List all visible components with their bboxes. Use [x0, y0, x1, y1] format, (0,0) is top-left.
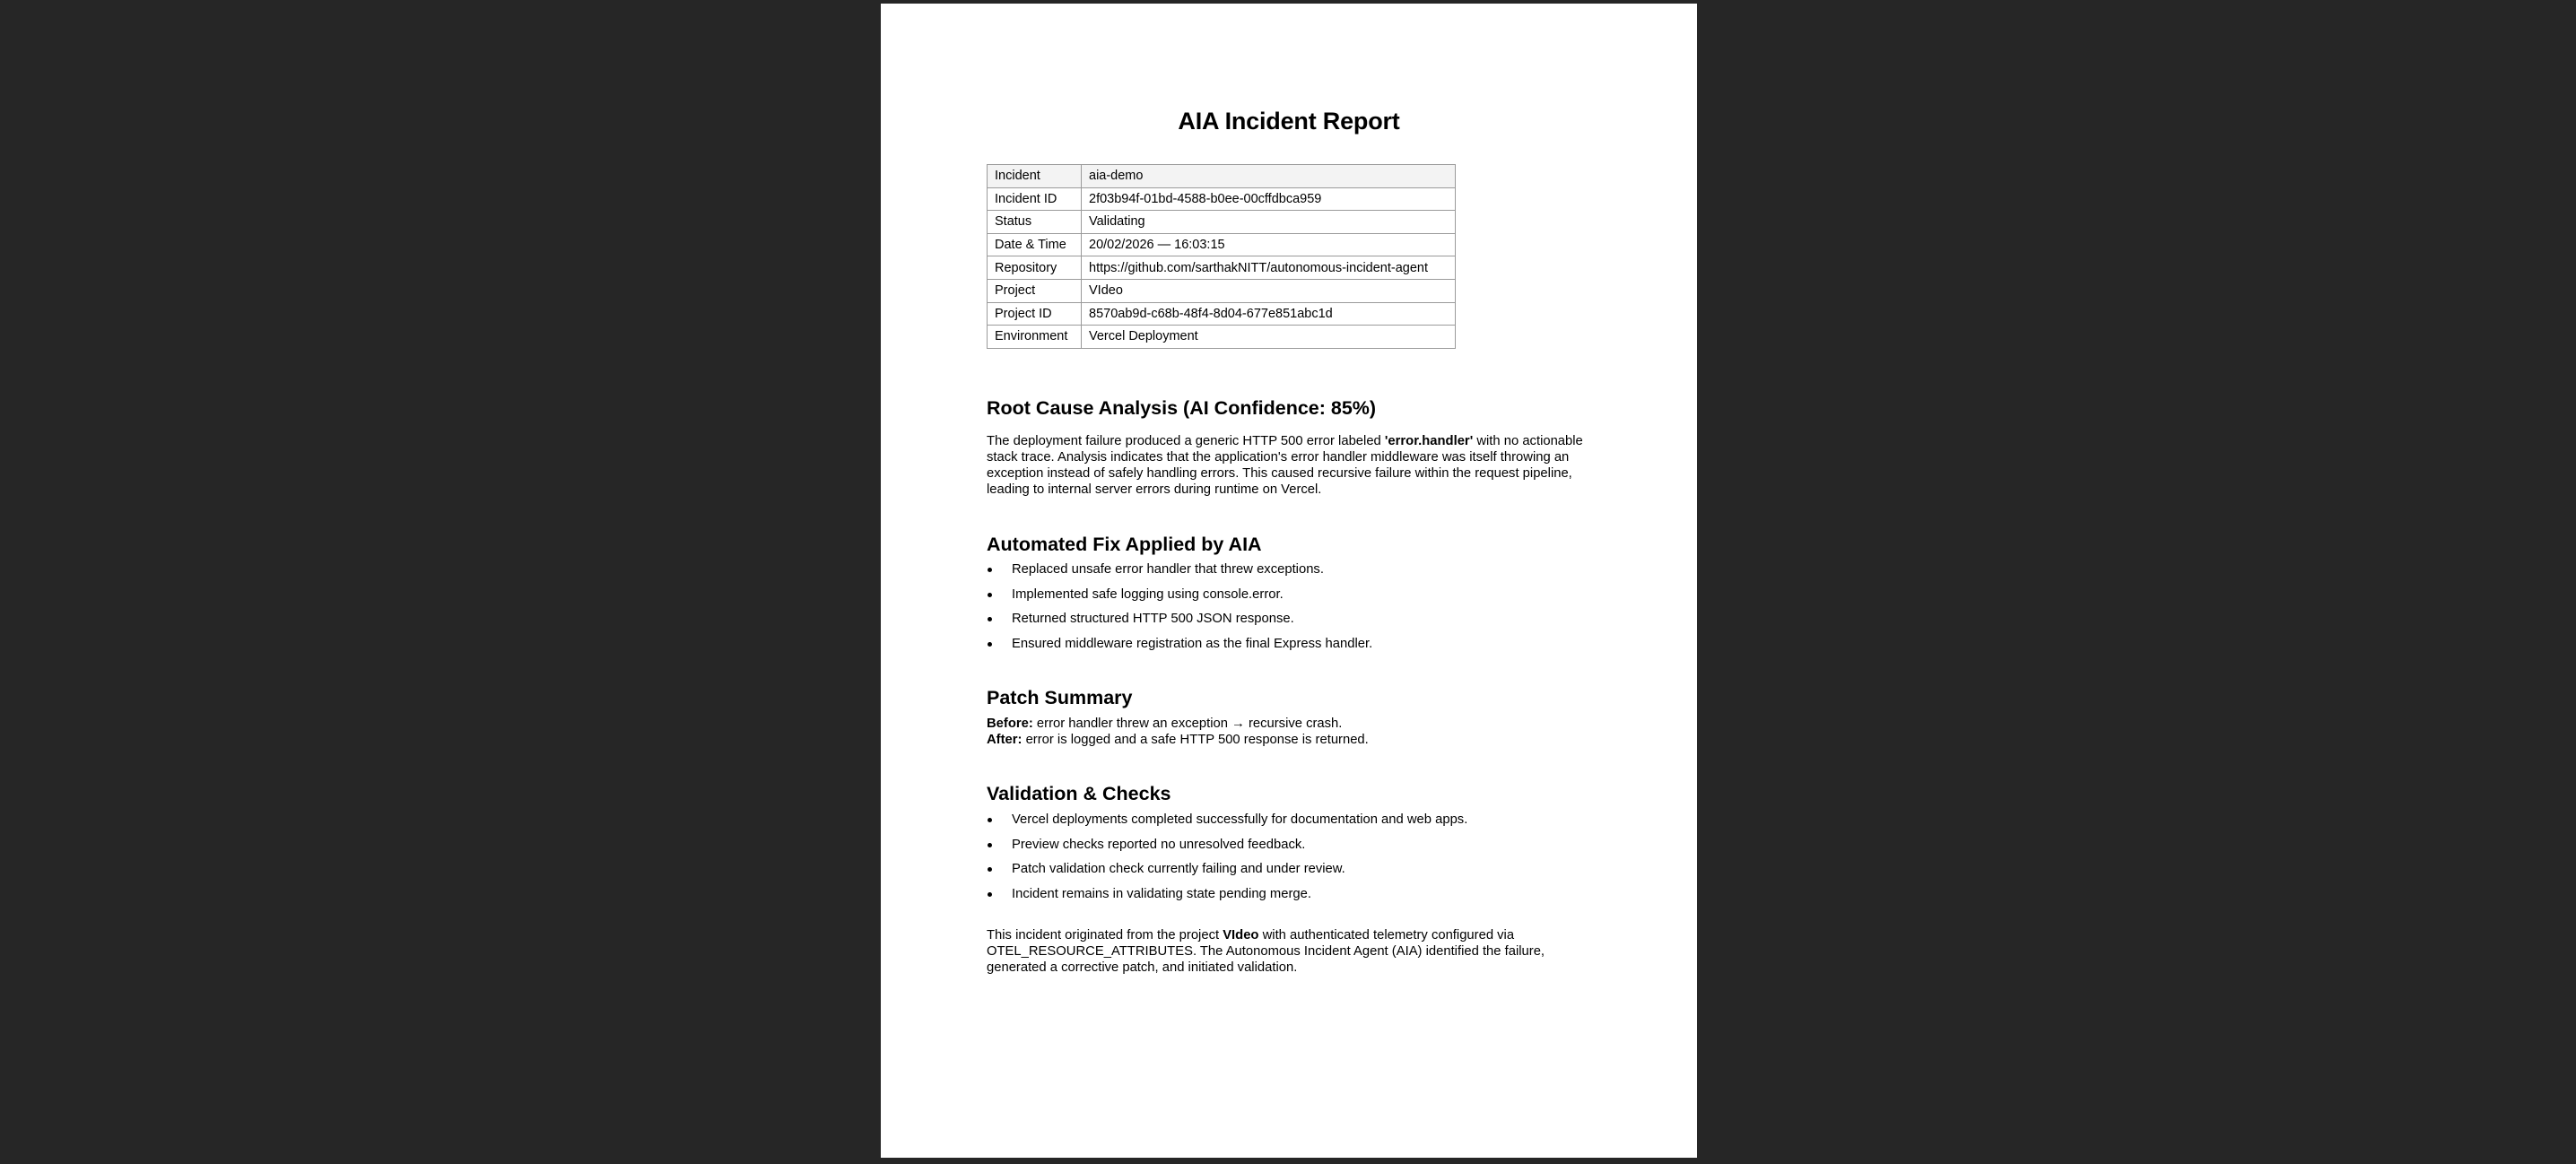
closing-paragraph — [987, 927, 1597, 976]
field-label: Environment — [988, 326, 1082, 349]
field-value: https://github.com/sarthakNITT/autonomous-incident-agent — [1082, 256, 1456, 280]
root-cause-heading: Root Cause Analysis (AI Confidence: 85%) — [987, 397, 1377, 419]
field-value: VIdeo — [1082, 279, 1456, 302]
list-item-text: Returned structured HTTP 500 JSON response. — [1012, 612, 1294, 627]
patch-summary-paragraph — [987, 716, 1597, 748]
field-label: Date & Time — [988, 233, 1082, 256]
report-title: AIA Incident Report — [1178, 108, 1400, 135]
root-cause-text-end: with no actionable stack trace. Analysis indicates that the application's error handler middleware was itself throwing an exception instead of safely handling errors. This caused recursive failure within the request pipeline, leading to internal server errors during runtime on Vercel. — [987, 434, 1583, 497]
field-value: aia-demo — [1082, 165, 1456, 188]
root-cause-paragraph — [987, 433, 1597, 498]
closing-text-end: with authenticated telemetry configured via OTEL_RESOURCE_ATTRIBUTES. The Autonomous Incident Agent (AIA) identified the failure, generated a corrective patch, and initiated validation. — [987, 928, 1545, 975]
list-item-text: Implemented safe logging using console.error. — [1012, 586, 1284, 602]
bullet-icon — [988, 892, 992, 897]
bullet-icon — [988, 818, 992, 822]
field-label: Status — [988, 211, 1082, 234]
list-item — [987, 861, 1467, 886]
list-item-text: Ensured middleware registration as the final Express handler. — [1012, 637, 1373, 652]
list-item-text: Preview checks reported no unresolved feedback. — [1012, 837, 1306, 852]
error-label: 'error.handler' — [1384, 434, 1474, 448]
incident-metadata-table — [987, 164, 1456, 349]
bullet-icon — [988, 593, 992, 597]
bullet-icon — [988, 642, 992, 647]
root-cause-text-start: The deployment failure produced a generic HTTP 500 error labeled — [987, 434, 1385, 448]
table-row — [988, 165, 1456, 188]
list-item — [987, 886, 1467, 911]
field-value: Validating — [1082, 211, 1456, 234]
table-row — [988, 326, 1456, 349]
automated-fix-list — [987, 561, 1372, 661]
list-item — [987, 611, 1372, 636]
field-value: 2f03b94f-01bd-4588-b0ee-00cffdbca959 — [1082, 187, 1456, 211]
table-row — [988, 187, 1456, 211]
automated-fix-heading: Automated Fix Applied by AIA — [987, 534, 1262, 555]
bullet-icon — [988, 617, 992, 621]
validation-list — [987, 812, 1467, 911]
table-row — [988, 279, 1456, 302]
list-item — [987, 812, 1467, 837]
field-label: Repository — [988, 256, 1082, 280]
field-value: Vercel Deployment — [1082, 326, 1456, 349]
before-text: error handler threw an exception → recursive crash. — [1032, 717, 1343, 731]
table-row — [988, 302, 1456, 326]
patch-summary-heading: Patch Summary — [987, 687, 1133, 708]
project-name: VIdeo — [1223, 928, 1259, 942]
list-item-text: Patch validation check currently failing and under review. — [1012, 862, 1345, 877]
list-item-text: Incident remains in validating state pending merge. — [1012, 887, 1311, 902]
list-item — [987, 837, 1467, 862]
table-row — [988, 256, 1456, 280]
bullet-icon — [988, 867, 992, 872]
document-page — [881, 4, 1697, 1158]
field-value: 8570ab9d-c68b-48f4-8d04-677e851abc1d — [1082, 302, 1456, 326]
bullet-icon — [988, 568, 992, 572]
list-item-text: Vercel deployments completed successfully for documentation and web apps. — [1012, 812, 1468, 827]
validation-heading: Validation & Checks — [987, 783, 1171, 804]
field-label: Project — [988, 279, 1082, 302]
after-label: After: — [987, 733, 1023, 747]
after-text: error is logged and a safe HTTP 500 response is returned. — [1022, 733, 1369, 747]
table-row — [988, 233, 1456, 256]
field-label: Incident ID — [988, 187, 1082, 211]
list-item — [987, 561, 1372, 586]
field-label: Project ID — [988, 302, 1082, 326]
list-item-text: Replaced unsafe error handler that threw exceptions. — [1012, 562, 1324, 577]
list-item — [987, 586, 1372, 612]
before-label: Before: — [987, 717, 1033, 731]
field-label: Incident — [988, 165, 1082, 188]
bullet-icon — [988, 843, 992, 847]
table-row — [988, 211, 1456, 234]
field-value: 20/02/2026 — 16:03:15 — [1082, 233, 1456, 256]
list-item — [987, 636, 1372, 661]
closing-text-start: This incident originated from the project — [987, 928, 1223, 942]
